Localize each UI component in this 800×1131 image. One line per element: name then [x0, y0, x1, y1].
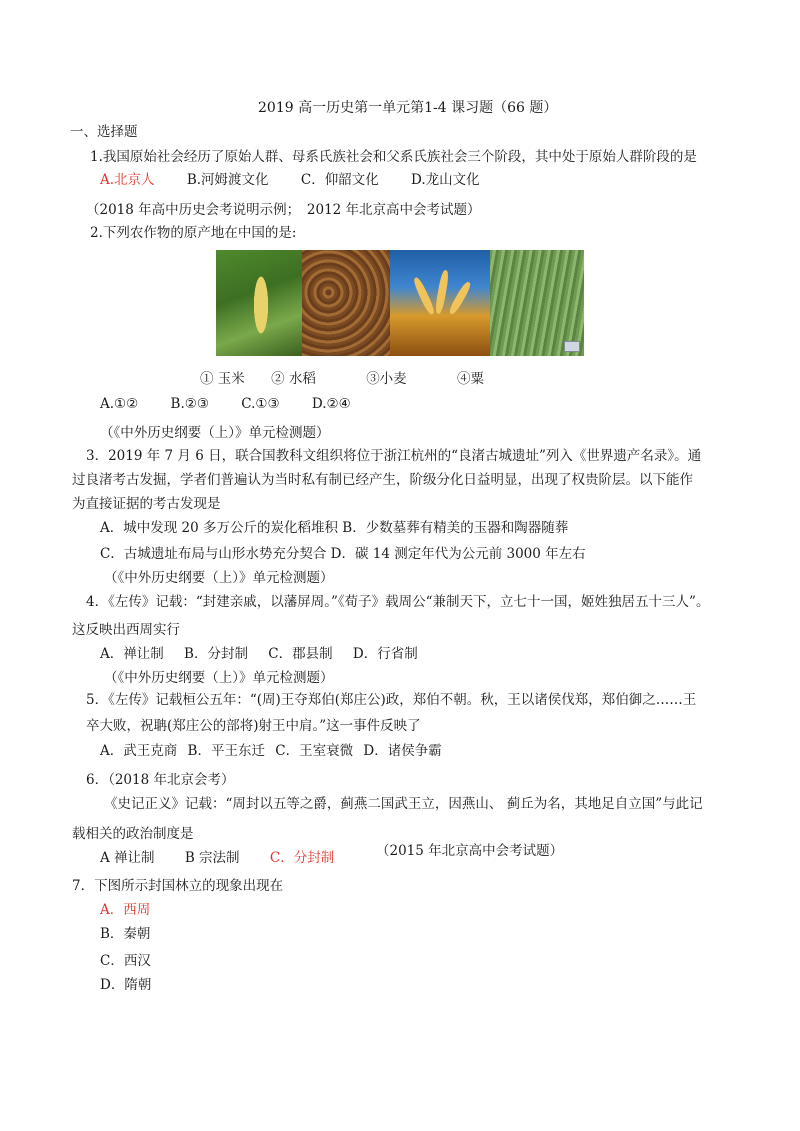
q5-option-d[interactable]: D．诸侯争霸 — [363, 743, 442, 759]
q2-option-c[interactable]: C.①③ — [241, 396, 280, 412]
q3-stem-line1: 3．2019 年 7 月 6 日，联合国教科文组织将位于浙江杭州的“良渚古城遗址”列入《世界遗产名录》。通 — [86, 448, 702, 464]
millet-photo — [490, 250, 584, 356]
q5-option-a[interactable]: A．武王克商 — [100, 743, 178, 759]
q6-options — [100, 849, 334, 867]
caption-millet: ④粟 — [456, 371, 484, 387]
q1-option-b[interactable]: B.河姆渡文化 — [186, 172, 269, 188]
q6-option-c[interactable]: C．分封制 — [269, 850, 335, 866]
q7-stem: 7．下图所示封国林立的现象出现在 — [72, 878, 284, 894]
crop-photos — [216, 250, 584, 356]
q3-stem-line3: 为直接证据的考古发现是 — [72, 496, 221, 512]
q7-option-a[interactable]: A．西周 — [100, 902, 151, 918]
q4-stem-line1: 4．《左传》记载：“封建亲戚，以藩屏周。”《荀子》载周公“兼制天下，立七十一国，姬姓独居五十三人”。 — [86, 594, 710, 610]
section-heading: 一、选择题 — [70, 124, 138, 140]
q3-stem-line2: 过良渚考古发掘，学者们普遍认为当时私有制已经产生，阶级分化日益明显，出现了权贵阶层。以下能作 — [72, 472, 693, 488]
caption-rice: ② 水稻 — [271, 371, 316, 387]
q4-options — [100, 645, 418, 663]
q5-options — [100, 742, 442, 760]
q5-option-c[interactable]: C．王室衰微 — [275, 743, 354, 759]
q5-stem-line1: 5．《左传》记载桓公五年：“(周)王夺郑伯(郑庄公)政，郑伯不朝。秋，王以诸侯伐郑，郑伯御之……王 — [86, 692, 697, 708]
q2-source: （《中外历史纲要（上）》单元检测题） — [100, 425, 330, 441]
q2-option-a[interactable]: A.①② — [100, 396, 139, 412]
corn-photo — [216, 250, 302, 356]
q4-option-a[interactable]: A．禅让制 — [100, 646, 164, 662]
q1-option-a[interactable]: A.北京人 — [100, 172, 155, 188]
q6-stem-line3: 载相关的政治制度是 — [72, 826, 194, 842]
q6-stem-line1: 6．（2018 年北京会考） — [86, 772, 235, 788]
q2-option-b[interactable]: B.②③ — [170, 396, 209, 412]
q1-source: （2018 年高中历史会考说明示例； 2012 年北京高中会考试题） — [86, 202, 481, 218]
q6-source: （2015 年北京高中会考试题） — [376, 843, 564, 859]
q4-option-d[interactable]: D．行省制 — [352, 646, 418, 662]
q4-option-b[interactable]: B．分封制 — [184, 646, 248, 662]
q2-options — [100, 395, 351, 413]
q2-stem: 2.下列农作物的原产地在中国的是: — [90, 225, 297, 241]
q1-option-c[interactable]: C．仰韶文化 — [300, 172, 379, 188]
watermark-icon — [564, 341, 580, 352]
q7-option-c[interactable]: C．西汉 — [100, 953, 151, 969]
wheat-photo — [390, 250, 490, 356]
q6-stem-line2: 《史记正义》记载：“周封以五等之爵，蓟燕二国武王立，因燕山、 蓟丘为名，其地足自立国”与此记 — [104, 796, 703, 812]
q1-option-d[interactable]: D.龙山文化 — [411, 172, 480, 188]
q7-option-d[interactable]: D．隋朝 — [100, 977, 152, 993]
q3-options-line2[interactable]: C．古城遗址布局与山形水势充分契合 D．碳 14 测定年代为公元前 3000 年左右 — [100, 546, 586, 562]
page-title: 2019 高一历史第一单元第1-4 课习题（66 题） — [258, 100, 558, 116]
q5-option-b[interactable]: B．平王东迁 — [187, 743, 265, 759]
q5-stem-line2: 卒大败，祝聃(郑庄公的部将)射王中肩。”这一事件反映了 — [86, 718, 421, 734]
q2-option-d[interactable]: D.②④ — [311, 396, 351, 412]
q7-option-b[interactable]: B．秦朝 — [100, 926, 151, 942]
q1-stem: 1.我国原始社会经历了原始人群、母系氏族社会和父系氏族社会三个阶段，其中处于原始人群阶段的是 — [90, 149, 697, 165]
q4-source: （《中外历史纲要（上）》单元检测题） — [104, 670, 334, 686]
q2-captions — [200, 370, 484, 388]
q4-stem-line2: 这反映出西周实行 — [72, 622, 180, 638]
caption-corn: ① 玉米 — [200, 371, 245, 387]
rice-photo — [302, 250, 390, 356]
q6-option-b[interactable]: B 宗法制 — [184, 850, 240, 866]
q6-option-a[interactable]: A 禅让制 — [100, 850, 155, 866]
q1-options — [100, 171, 480, 189]
q3-source: （《中外历史纲要（上）》单元检测题） — [104, 570, 334, 586]
q4-option-c[interactable]: C．郡县制 — [268, 646, 333, 662]
caption-wheat: ③小麦 — [366, 371, 407, 387]
q3-options-line1[interactable]: A．城中发现 20 多万公斤的炭化稻堆积 B．少数墓葬有精美的玉器和陶器随葬 — [100, 520, 569, 536]
